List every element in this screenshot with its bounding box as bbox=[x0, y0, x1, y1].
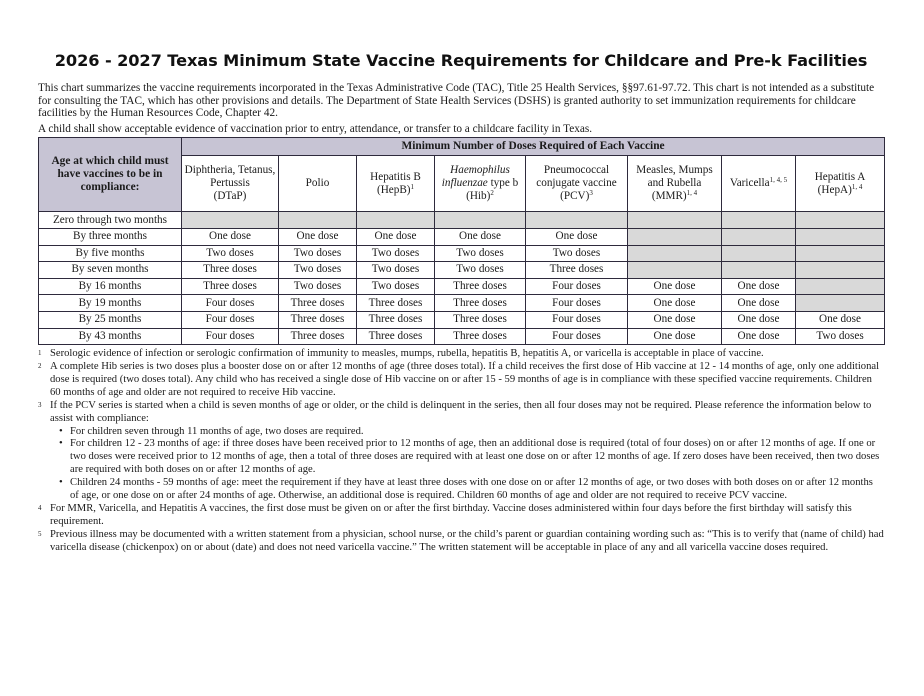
vaccine-name: Hepatitis A bbox=[814, 170, 866, 183]
footnote-reference: 1, 4, 5 bbox=[769, 176, 788, 185]
age-cell: By 16 months bbox=[39, 278, 182, 295]
dose-cell: One dose bbox=[628, 328, 722, 345]
empty-dose-cell bbox=[722, 245, 796, 262]
vaccine-header-cell bbox=[722, 156, 796, 212]
footnote-number: 3 bbox=[38, 400, 42, 409]
empty-dose-cell bbox=[796, 278, 885, 295]
empty-dose-cell bbox=[435, 212, 526, 229]
empty-dose-cell bbox=[628, 228, 722, 245]
footnote-number: 4 bbox=[38, 504, 42, 512]
age-cell: By three months bbox=[39, 228, 182, 245]
intro-paragraph: This chart summarizes the vaccine requirements incorporated in the Texas Administrative Code (TAC), Title 25 Health Services, §§97.61-97.72. This chart is not intended as a substitute for consulting the TAC, which has other provisions and details. The Department of State Health Services (DSHS) is granted authority to set immunization requirements for childcare facilities by the Human Resources Code, Chapter 42. bbox=[38, 82, 875, 120]
empty-dose-cell bbox=[722, 262, 796, 279]
bullet-text: For children seven through 11 months of age, two doses are required. bbox=[70, 425, 364, 437]
dose-cell: Four doses bbox=[182, 328, 279, 345]
vaccine-name: Varicella bbox=[729, 177, 770, 190]
table-row bbox=[39, 295, 885, 312]
footnote-text: For MMR, Varicella, and Hepatitis A vaccines, the first dose must be given on or after the first birthday. Vaccine doses administered within four days before the first birthday will satisfy this requirement. bbox=[50, 503, 852, 527]
empty-dose-cell bbox=[182, 212, 279, 229]
dose-cell: Two doses bbox=[357, 278, 435, 295]
empty-dose-cell bbox=[526, 212, 628, 229]
dose-cell: Three doses bbox=[182, 278, 279, 295]
footnote-4 bbox=[38, 503, 884, 529]
footnotes bbox=[38, 348, 884, 555]
vaccine-header-cell bbox=[526, 156, 628, 212]
dose-cell: Two doses bbox=[279, 278, 357, 295]
empty-dose-cell bbox=[796, 262, 885, 279]
bullet-icon: • bbox=[59, 438, 63, 450]
dose-cell: One dose bbox=[182, 228, 279, 245]
dose-cell: Two doses bbox=[796, 328, 885, 345]
vaccine-header-cell bbox=[796, 156, 885, 212]
page-title: 2026 - 2027 Texas Minimum State Vaccine Requirements for Childcare and Pre-k Facilities bbox=[54, 51, 868, 70]
dose-cell: Three doses bbox=[182, 262, 279, 279]
intro-requirement-statement: A child shall show acceptable evidence of vaccination prior to entry, attendance, or transfer to a childcare facility in Texas. bbox=[38, 122, 593, 135]
bullet-text: For children 12 - 23 months of age: if three doses have been received prior to 12 months of age, then an additional dose is required (total of four doses) on or after 12 months of age. If one or two doses were received prior to 12 months of age, then a total of three doses are required with at least one dose on or after 12 months of age. If zero doses have been received, then two doses are required with both doses on or after 12 months of age. bbox=[70, 438, 880, 476]
vaccine-abbreviation: (MMR) bbox=[651, 190, 687, 203]
age-cell: By 43 months bbox=[39, 328, 182, 345]
intro-section bbox=[38, 82, 884, 135]
dose-cell: Two doses bbox=[435, 262, 526, 279]
dose-cell: One dose bbox=[722, 311, 796, 328]
age-cell: Zero through two months bbox=[39, 212, 182, 229]
dose-cell: One dose bbox=[279, 228, 357, 245]
vaccine-name: Hepatitis B bbox=[370, 170, 421, 183]
vaccine-abbreviation: (HepB) bbox=[376, 183, 411, 196]
dose-cell: Two doses bbox=[279, 262, 357, 279]
empty-dose-cell bbox=[279, 212, 357, 229]
dose-cell: Four doses bbox=[182, 295, 279, 312]
age-cell: By 25 months bbox=[39, 311, 182, 328]
table-row bbox=[39, 262, 885, 279]
empty-dose-cell bbox=[628, 262, 722, 279]
footnote-5 bbox=[38, 529, 884, 555]
footnote-2 bbox=[38, 361, 884, 400]
footnote-text: Previous illness may be documented with a written statement from a physician, school nurse, or the child’s parent or guardian containing wording such as: “This is to verify that (name of child) had varicella disease (chickenpox) on or about (date) and does not need varicella vaccine.” The written statement will be acceptable in place of any and all varicella vaccine doses required. bbox=[50, 528, 884, 553]
empty-dose-cell bbox=[796, 212, 885, 229]
bullet-icon: • bbox=[59, 477, 63, 489]
bullet-text: Children 24 months - 59 months of age: meet the requirement if they have at least three doses with one dose on or after 12 months of age, or two doses with both doses on or after 12 months of age, or one dose on or after 24 months of age. Otherwise, an additional dose is required. Children 60 months of age and older are not required to receive PCV vaccine. bbox=[70, 477, 873, 502]
age-column-header: Age at which child must have vaccines to be in compliance: bbox=[39, 138, 182, 212]
dose-cell: One dose bbox=[722, 278, 796, 295]
vaccine-abbreviation: (PCV) bbox=[560, 190, 590, 203]
dose-cell: Three doses bbox=[526, 262, 628, 279]
dose-cell: Two doses bbox=[357, 245, 435, 262]
vaccine-name: Polio bbox=[305, 177, 330, 190]
dose-cell: Two doses bbox=[526, 245, 628, 262]
footnote-reference: 3 bbox=[589, 189, 593, 198]
footnote-number: 5 bbox=[38, 529, 42, 538]
vaccine-name: type b bbox=[487, 177, 519, 190]
vaccine-name: Diphtheria, Tetanus, Pertussis bbox=[184, 164, 276, 190]
footnote-3 bbox=[38, 400, 884, 503]
vaccine-header-cell bbox=[435, 156, 526, 212]
footnote-1 bbox=[38, 348, 884, 361]
vaccine-abbreviation: (Hib) bbox=[466, 190, 491, 203]
dose-cell: One dose bbox=[628, 278, 722, 295]
dose-cell: Three doses bbox=[357, 328, 435, 345]
dose-cell: One dose bbox=[722, 295, 796, 312]
footnote-reference: 1, 4 bbox=[686, 189, 698, 198]
dose-cell: Three doses bbox=[279, 328, 357, 345]
vaccine-requirements-table bbox=[38, 137, 885, 345]
dose-cell: One dose bbox=[722, 328, 796, 345]
empty-dose-cell bbox=[722, 212, 796, 229]
age-cell: By seven months bbox=[39, 262, 182, 279]
dose-cell: Two doses bbox=[182, 245, 279, 262]
vaccine-abbreviation: (HepA) bbox=[817, 183, 852, 196]
footnote-text: A complete Hib series is two doses plus a booster dose on or after 12 months of age (three doses total). If a child receives the first dose of Hib vaccine at 12 - 14 months of age, only one additional dose is required (two doses total). Any child who has received a single dose of Hib vaccine on or after 15 - 59 months of age is in compliance with these specified vaccine requirements. Children 60 months of age and older are not required to receive Hib vaccine. bbox=[50, 361, 880, 398]
dose-cell: Three doses bbox=[435, 311, 526, 328]
footnote-number: 1 bbox=[38, 349, 42, 358]
bullet-icon: • bbox=[59, 425, 63, 437]
table-row bbox=[39, 311, 885, 328]
dose-cell: Three doses bbox=[357, 295, 435, 312]
empty-dose-cell bbox=[357, 212, 435, 229]
footnote-bullet bbox=[50, 477, 884, 503]
table-row bbox=[39, 212, 885, 229]
footnote-reference: 1 bbox=[410, 182, 415, 191]
empty-dose-cell bbox=[628, 212, 722, 229]
dose-cell: Three doses bbox=[435, 295, 526, 312]
vaccine-header-cell bbox=[279, 156, 357, 212]
vaccine-table-body bbox=[39, 212, 885, 345]
dose-cell: Three doses bbox=[435, 328, 526, 345]
footnote-bullet bbox=[50, 438, 884, 477]
dose-cell: One dose bbox=[628, 295, 722, 312]
dose-cell: One dose bbox=[628, 311, 722, 328]
vaccine-name-italic: Haemophilus influenzae bbox=[441, 164, 510, 190]
dose-cell: Four doses bbox=[526, 311, 628, 328]
dose-cell: Four doses bbox=[182, 311, 279, 328]
empty-dose-cell bbox=[796, 228, 885, 245]
footnote-reference: 1, 4 bbox=[851, 182, 863, 191]
vaccine-header-cell bbox=[628, 156, 722, 212]
dose-cell: Two doses bbox=[357, 262, 435, 279]
empty-dose-cell bbox=[796, 295, 885, 312]
dose-cell: One dose bbox=[357, 228, 435, 245]
vaccine-name: Pneumococcal conjugate vaccine bbox=[536, 164, 617, 190]
vaccine-header-cell bbox=[357, 156, 435, 212]
dose-cell: Four doses bbox=[526, 295, 628, 312]
empty-dose-cell bbox=[796, 245, 885, 262]
empty-dose-cell bbox=[628, 245, 722, 262]
footnote-text: If the PCV series is started when a child is seven months of age or older, or the child is delinquent in the series, then all four doses may not be required. Please reference the information below to assist with compliance: bbox=[50, 399, 872, 424]
dose-cell: Four doses bbox=[526, 328, 628, 345]
vaccine-header-cell bbox=[182, 156, 279, 212]
dose-cell: Three doses bbox=[435, 278, 526, 295]
empty-dose-cell bbox=[722, 228, 796, 245]
dose-cell: Two doses bbox=[279, 245, 357, 262]
vaccine-name: Measles, Mumps and Rubella bbox=[636, 164, 713, 190]
dose-cell: One dose bbox=[526, 228, 628, 245]
footnote-number: 2 bbox=[38, 362, 42, 371]
table-row bbox=[39, 228, 885, 245]
dose-cell: Four doses bbox=[526, 278, 628, 295]
table-row bbox=[39, 328, 885, 345]
table-row bbox=[39, 278, 885, 295]
doses-header: Minimum Number of Doses Required of Each Vaccine bbox=[182, 138, 885, 156]
dose-cell: Three doses bbox=[279, 295, 357, 312]
dose-cell: One dose bbox=[796, 311, 885, 328]
age-cell: By 19 months bbox=[39, 295, 182, 312]
footnote-text: Serologic evidence of infection or serologic confirmation of immunity to measles, mumps, rubella, hepatitis B, hepatitis A, or varicella is acceptable in place of vaccine. bbox=[50, 348, 764, 360]
dose-cell: Two doses bbox=[435, 245, 526, 262]
dose-cell: Three doses bbox=[357, 311, 435, 328]
dose-cell: Three doses bbox=[279, 311, 357, 328]
footnote-bullet bbox=[50, 426, 884, 439]
dose-cell: One dose bbox=[435, 228, 526, 245]
age-cell: By five months bbox=[39, 245, 182, 262]
vaccine-abbreviation: (DTaP) bbox=[213, 190, 247, 203]
footnote-reference: 2 bbox=[490, 189, 494, 198]
table-row bbox=[39, 245, 885, 262]
